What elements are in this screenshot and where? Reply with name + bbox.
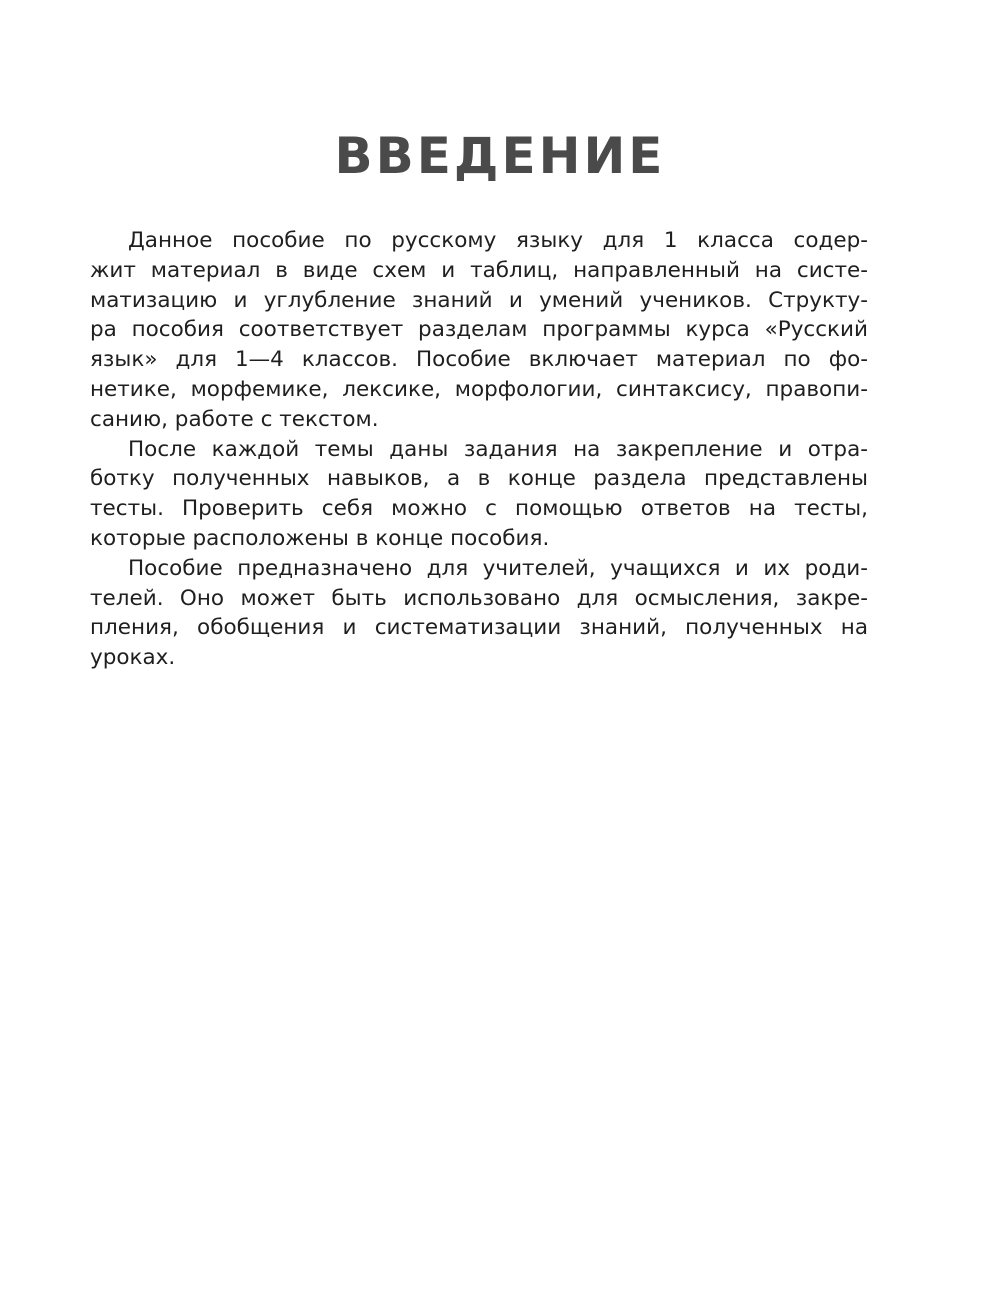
- page-title: ВВЕДЕНИЕ: [334, 127, 666, 185]
- paragraph-2: [90, 435, 868, 554]
- text-line: санию, работе с текстом.: [90, 406, 379, 432]
- text-line: телей. Оно может быть использовано для осмысления, закре-: [90, 585, 868, 611]
- text-line: тесты. Проверить себя можно с помощью ответов на тесты,: [90, 496, 868, 522]
- text-line: нетике, морфемике, лексике, морфологии, синтаксису, правопи-: [90, 376, 868, 402]
- paragraph-1: [90, 226, 868, 435]
- text-line: жит материал в виде схем и таблиц, направленный на систе-: [90, 257, 868, 283]
- text-line: После каждой темы даны задания на закрепление и отра-: [128, 436, 868, 462]
- text-line: которые расположены в конце пособия.: [90, 525, 550, 551]
- paragraph-3: [90, 554, 868, 673]
- text-line: уроках.: [90, 645, 176, 671]
- text-line: ра пособия соответствует разделам программы курса «Русский: [90, 317, 868, 343]
- body-text: [90, 226, 868, 673]
- text-line: Данное пособие по русскому языку для 1 класса содер-: [128, 228, 868, 253]
- text-line: язык» для 1—4 классов. Пособие включает материал по фо-: [90, 347, 868, 373]
- text-line: Пособие предназначено для учителей, учащихся и их роди-: [128, 555, 868, 581]
- text-line: ботку полученных навыков, а в конце раздела представлены: [90, 466, 868, 492]
- text-line: пления, обобщения и систематизации знаний, полученных на: [90, 615, 868, 641]
- text-line: матизацию и углубление знаний и умений учеников. Структу-: [90, 287, 868, 313]
